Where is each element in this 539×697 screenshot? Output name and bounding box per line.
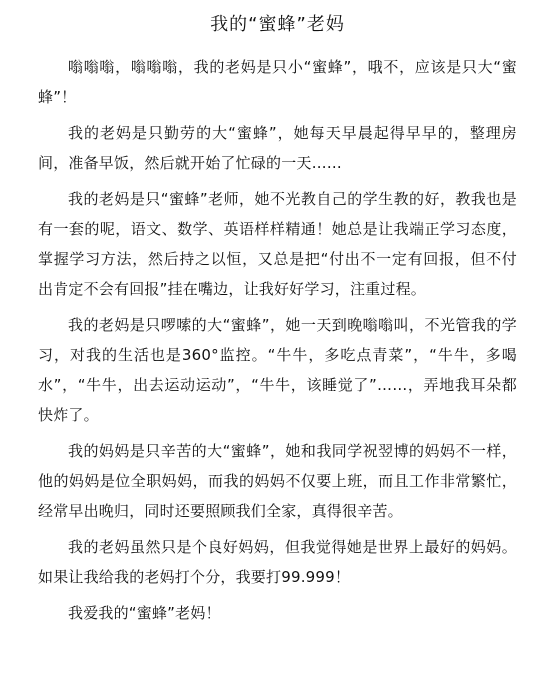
paragraph: 我爱我的“蜜蜂”老妈！ (68, 604, 221, 622)
paragraph: 我的老妈是只啰嗦的大“蜜蜂”，她一天到晚嗡嗡叫，不光管我的学习，对我的生活也是360°监控。“牛牛，多吃点青菜”，“牛牛，多喝水”，“牛牛，出去运动运动”，“牛牛，该睡觉了”……，弄地我耳朵都快炸了。 (38, 316, 517, 424)
paragraph: 我的老妈虽然只是个良好妈妈，但我觉得她是世界上最好的妈妈。如果让我给我的老妈打个分，我要打99.999！ (38, 538, 517, 586)
paragraph: 我的妈妈是只辛苦的大“蜜蜂”，她和我同学祝翌博的妈妈不一样，他的妈妈是位全职妈妈，而我的妈妈不仅要上班，而且工作非常繁忙，经常早出晚归，同时还要照顾我们全家，真得很辛苦。 (38, 442, 517, 520)
paragraph: 我的老妈是只“蜜蜂”老师，她不光教自己的学生教的好，教我也是有一套的呢，语文、数学、英语样样精通！她总是让我端正学习态度，掌握学习方法，然后持之以恒，又总是把“付出不一定有回报，但不付出肯定不会有回报”挂在嘴边，让我好好学习，注重过程。 (38, 190, 517, 298)
paragraph: 嗡嗡嗡，嗡嗡嗡，我的老妈是只小“蜜蜂”，哦不，应该是只大“蜜蜂”！ (38, 58, 517, 106)
paragraph: 我的老妈是只勤劳的大“蜜蜂”，她每天早晨起得早早的，整理房间，准备早饭，然后就开始了忙碌的一天…… (38, 124, 517, 172)
document-title: 我的“蜜蜂”老妈 (210, 14, 345, 35)
